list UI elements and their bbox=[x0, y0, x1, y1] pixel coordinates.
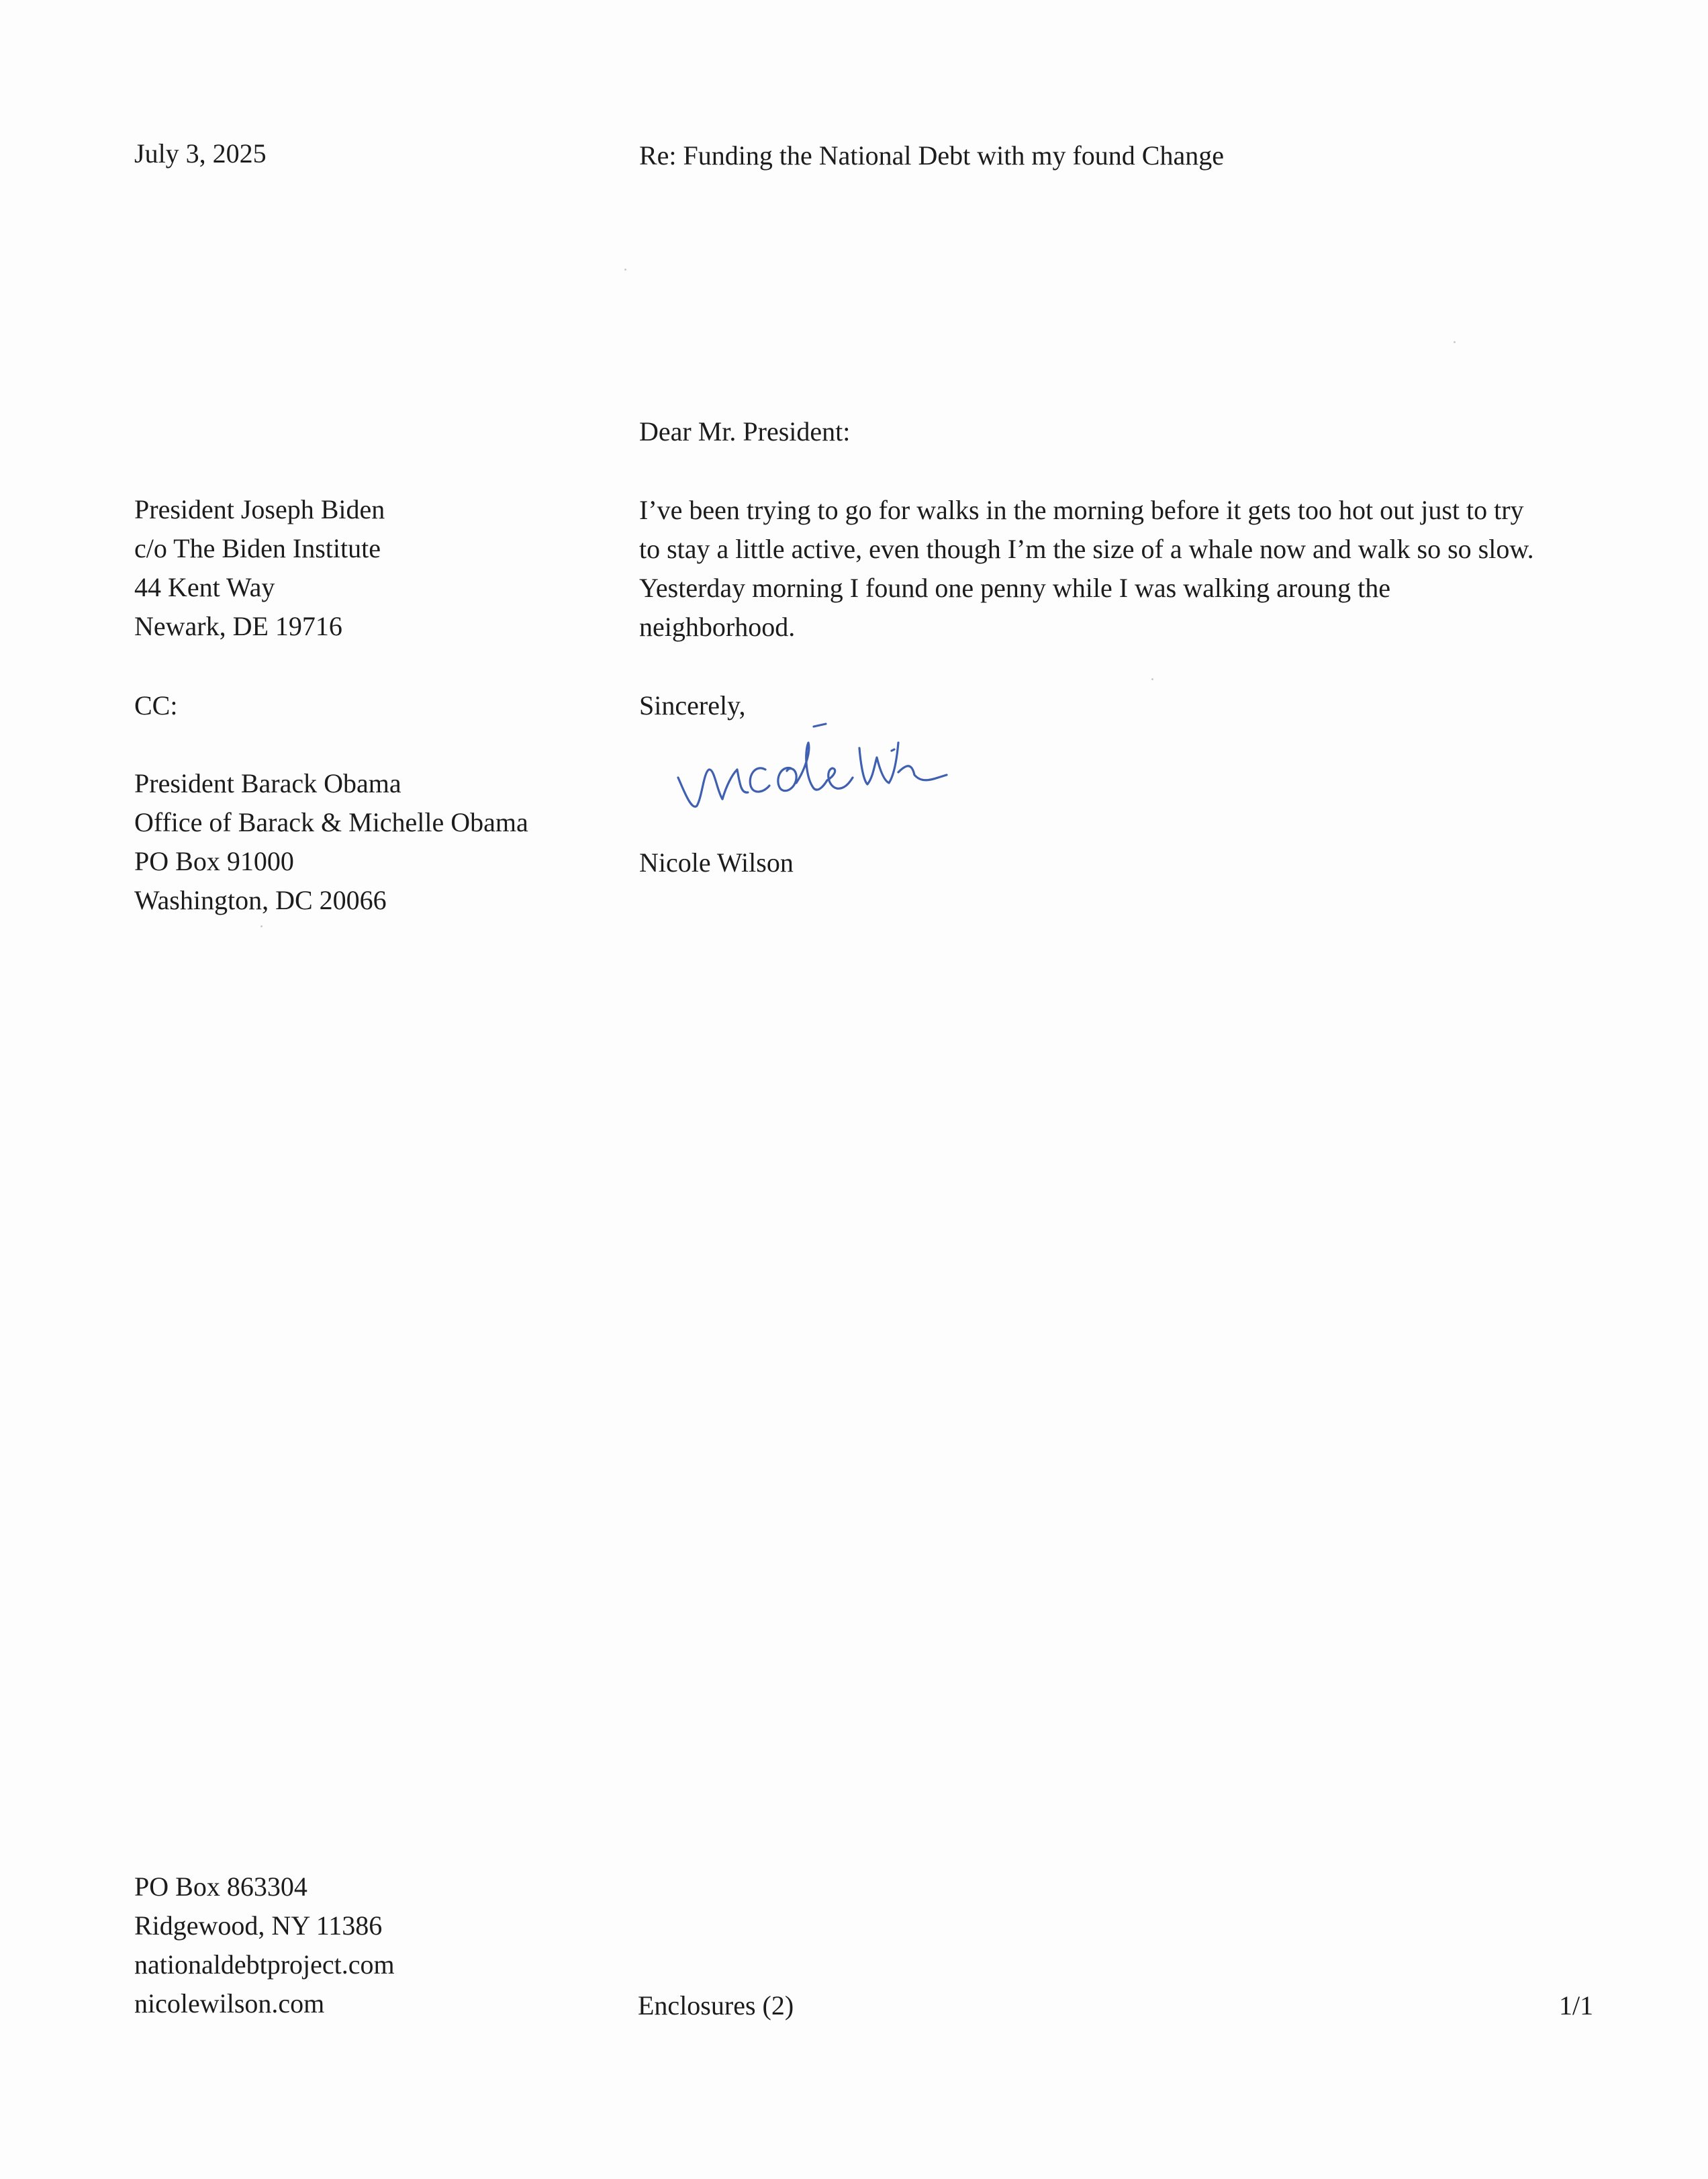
salutation: Dear Mr. President: bbox=[639, 416, 851, 447]
scan-speck bbox=[1151, 678, 1153, 680]
scan-speck bbox=[1454, 341, 1456, 343]
website-text: nicolewilson.com bbox=[134, 1988, 325, 2019]
enclosures-note: Enclosures (2) bbox=[638, 1990, 794, 2021]
address-line: President Barack Obama bbox=[134, 768, 401, 798]
recipient-address bbox=[134, 490, 385, 646]
address-line: PO Box 91000 bbox=[134, 846, 294, 876]
signature-image bbox=[665, 710, 974, 825]
signer-name: Nicole Wilson bbox=[639, 847, 794, 878]
letter-date: July 3, 2025 bbox=[134, 138, 267, 169]
address-line: Newark, DE 19716 bbox=[134, 611, 342, 641]
sender-address bbox=[134, 1867, 395, 2023]
address-line: PO Box 863304 bbox=[134, 1871, 307, 1902]
address-line: Ridgewood, NY 11386 bbox=[134, 1910, 383, 1941]
cc-label: CC: bbox=[134, 690, 178, 721]
closing: Sincerely, bbox=[639, 690, 746, 721]
cc-recipient-address bbox=[134, 764, 528, 920]
address-line: Office of Barack & Michelle Obama bbox=[134, 807, 528, 837]
address-line: Washington, DC 20066 bbox=[134, 885, 387, 915]
address-line: President Joseph Biden bbox=[134, 494, 385, 524]
address-line: c/o The Biden Institute bbox=[134, 533, 381, 563]
website-text: nationaldebtproject.com bbox=[134, 1949, 395, 1980]
scan-speck bbox=[260, 925, 263, 927]
scan-speck bbox=[624, 269, 626, 271]
page-number: 1/1 bbox=[1559, 1990, 1594, 2021]
letter-subject: Re: Funding the National Debt with my found Change bbox=[639, 140, 1224, 171]
address-line: 44 Kent Way bbox=[134, 572, 275, 602]
letter-body: I’ve been trying to go for walks in the morning before it gets too hot out just to try to stay a little active, even though I’m the size of a whale now and walk so so slow. Yesterday morning I found one penny while I was walking aroung the neighborhood. bbox=[639, 495, 1534, 642]
